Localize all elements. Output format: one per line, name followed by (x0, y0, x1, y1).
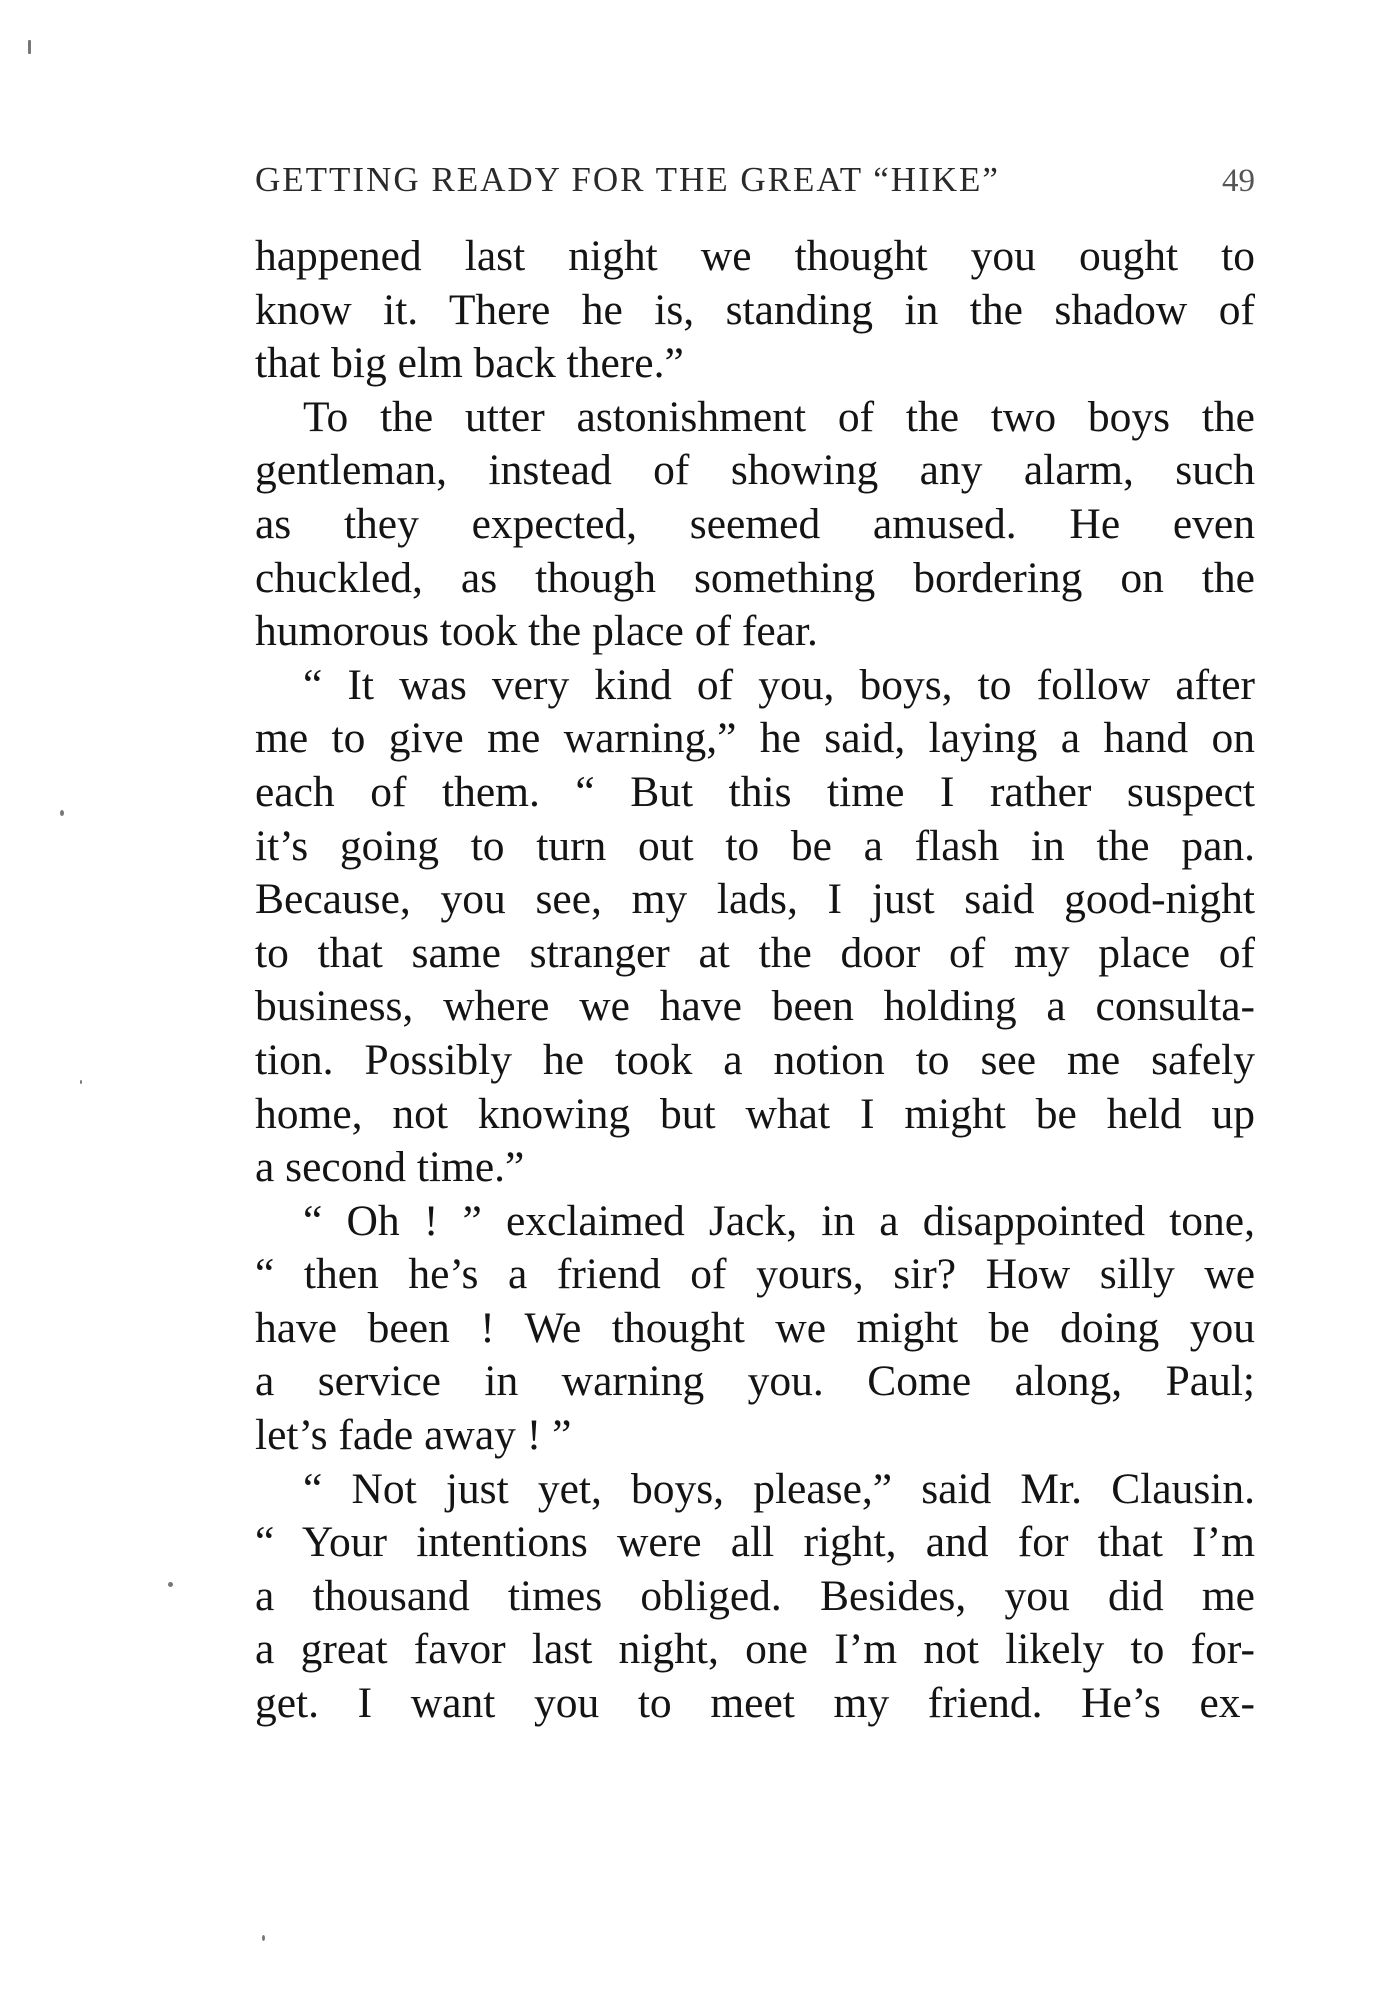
running-title: GETTING READY FOR THE GREAT “HIKE” (255, 160, 1000, 199)
text-line: tion. Possibly he took a notion to see me safely (255, 1035, 1255, 1084)
text-line: know it. There he is, standing in the shadow of (255, 285, 1255, 334)
text-line: “ Your intentions were all right, and for that I’m (255, 1518, 1255, 1567)
scan-speck (60, 810, 64, 816)
text-line: to that same stranger at the door of my place of (255, 928, 1255, 977)
text-line: “ then he’s a friend of yours, sir? How silly we (255, 1250, 1255, 1299)
text-line: as they expected, seemed amused. He even (255, 499, 1255, 548)
text-line: it’s going to turn out to be a flash in the pan. (255, 821, 1255, 870)
text-line: To the utter astonishment of the two boys the (303, 392, 1255, 441)
text-line: Because, you see, my lads, I just said good-night (255, 875, 1255, 924)
text-line: that big elm back there.” (255, 339, 684, 388)
scan-speck (168, 1582, 173, 1587)
scan-speck (80, 1080, 82, 1084)
text-line: “ Oh ! ” exclaimed Jack, in a disappointed tone, (303, 1196, 1255, 1245)
text-line: business, where we have been holding a consulta- (255, 982, 1255, 1031)
text-line: a thousand times obliged. Besides, you did me (255, 1571, 1255, 1620)
scan-speck (28, 40, 31, 54)
page-number: 49 (1222, 163, 1255, 199)
text-line: chuckled, as though something bordering on the (255, 553, 1255, 602)
text-line: home, not knowing but what I might be held up (255, 1089, 1255, 1138)
paragraph (255, 391, 1255, 659)
text-line: get. I want you to meet my friend. He’s ex- (255, 1679, 1255, 1728)
text-line: humorous took the place of fear. (255, 607, 818, 656)
paragraph (255, 1195, 1255, 1463)
text-line: “ Not just yet, boys, please,” said Mr. Clausin. (303, 1464, 1255, 1513)
text-line: each of them. “ But this time I rather suspect (255, 767, 1255, 816)
text-line: a great favor last night, one I’m not likely to for- (255, 1625, 1255, 1674)
text-line: let’s fade away ! ” (255, 1411, 572, 1460)
body-text (255, 230, 1255, 1731)
text-line: a second time.” (255, 1143, 525, 1192)
paragraph (255, 659, 1255, 1195)
text-line: happened last night we thought you ought to (255, 232, 1255, 280)
text-line: have been ! We thought we might be doing you (255, 1303, 1255, 1352)
text-line: a service in warning you. Come along, Paul; (255, 1357, 1255, 1406)
paragraph (255, 1463, 1255, 1731)
text-line: “ It was very kind of you, boys, to follow after (303, 660, 1255, 709)
running-header (255, 160, 1255, 200)
paragraph (255, 230, 1255, 391)
scan-speck (262, 1935, 265, 1941)
text-line: gentleman, instead of showing any alarm, such (255, 446, 1255, 495)
text-line: me to give me warning,” he said, laying a hand on (255, 714, 1255, 763)
